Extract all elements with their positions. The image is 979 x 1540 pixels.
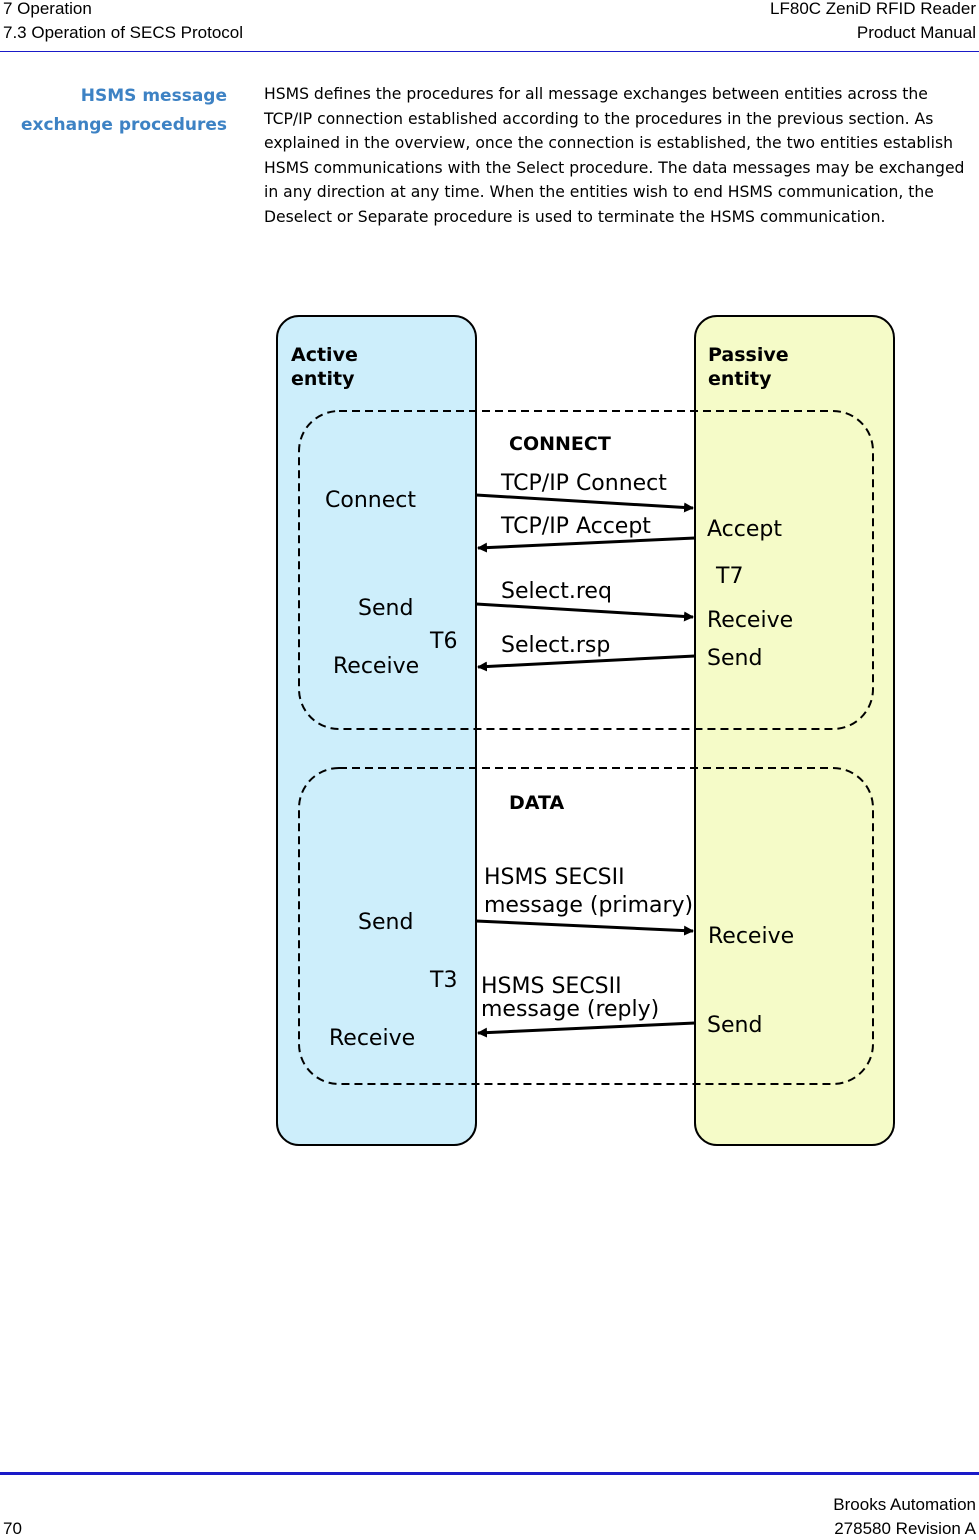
msg-primary-label-line1: HSMS SECSII	[484, 865, 625, 890]
data-passive-send-label: Send	[707, 1013, 763, 1038]
arrow-tcp-connect	[476, 495, 693, 508]
timer-t3: T3	[430, 968, 458, 993]
header-doc-type: Product Manual	[856, 23, 976, 42]
msg-select-rsp-label: Select.rsp	[501, 633, 611, 658]
header-section: 7.3 Operation of SECS Protocol	[3, 23, 244, 42]
data-active-send-label: Send	[358, 910, 414, 935]
passive-entity-title-line2: entity	[708, 368, 772, 390]
active-entity-title-line2: entity	[291, 368, 355, 390]
active-send-label: Send	[358, 596, 414, 621]
footer-rule	[0, 1472, 979, 1475]
passive-entity-title-line1: Passive	[708, 344, 789, 366]
timer-t7: T7	[716, 564, 744, 589]
data-passive-receive-label: Receive	[708, 924, 795, 949]
msg-primary-label-line2: message (primary)	[484, 893, 694, 918]
msg-tcp-connect-label: TCP/IP Connect	[501, 471, 667, 496]
arrow-select-req	[476, 604, 693, 617]
msg-reply-label-line2: message (reply)	[481, 997, 660, 1022]
arrow-message-reply	[478, 1023, 695, 1033]
msg-select-req-label: Select.req	[501, 579, 612, 604]
footer-revision: 278580 Revision A	[834, 1519, 976, 1538]
msg-reply-label-line1: HSMS SECSII	[481, 974, 622, 999]
footer-page-number: 70	[3, 1519, 22, 1538]
msg-tcp-accept-label: TCP/IP Accept	[501, 514, 651, 539]
data-title: DATA	[509, 792, 565, 814]
arrow-message-primary	[476, 921, 693, 931]
side-heading-line1: HSMS message	[80, 86, 227, 106]
header-product: LF80C ZeniD RFID Reader	[770, 0, 976, 18]
passive-receive-label: Receive	[707, 608, 794, 633]
connect-title: CONNECT	[509, 433, 611, 455]
arrow-tcp-accept	[478, 538, 695, 548]
data-active-receive-label: Receive	[329, 1026, 416, 1051]
timer-t6: T6	[430, 629, 458, 654]
side-heading-line2: exchange procedures	[20, 115, 227, 135]
header-rule	[0, 51, 979, 52]
active-entity-title-line1: Active	[291, 344, 358, 366]
active-connect-label: Connect	[325, 488, 416, 513]
body-paragraph: HSMS defines the procedures for all message exchanges between entities across the TCP/IP connection established according to the procedures in the previous section. As explained in the overview, once the connection is established, the two entities establish HSMS communications with the Select procedure. The data messages may be exchanged in any direction at any time. When the entities wish to end HSMS communication, the Deselect or Separate procedure is used to terminate the HSMS communication.	[264, 85, 965, 226]
active-receive-label: Receive	[333, 654, 420, 679]
hsms-sequence-diagram	[265, 305, 905, 1155]
passive-send-label: Send	[707, 646, 763, 671]
footer-company: Brooks Automation	[833, 1495, 976, 1514]
side-heading	[0, 82, 227, 140]
active-entity-column	[277, 316, 476, 1145]
passive-accept-label: Accept	[707, 517, 782, 542]
header-chapter: 7 Operation	[3, 0, 92, 18]
